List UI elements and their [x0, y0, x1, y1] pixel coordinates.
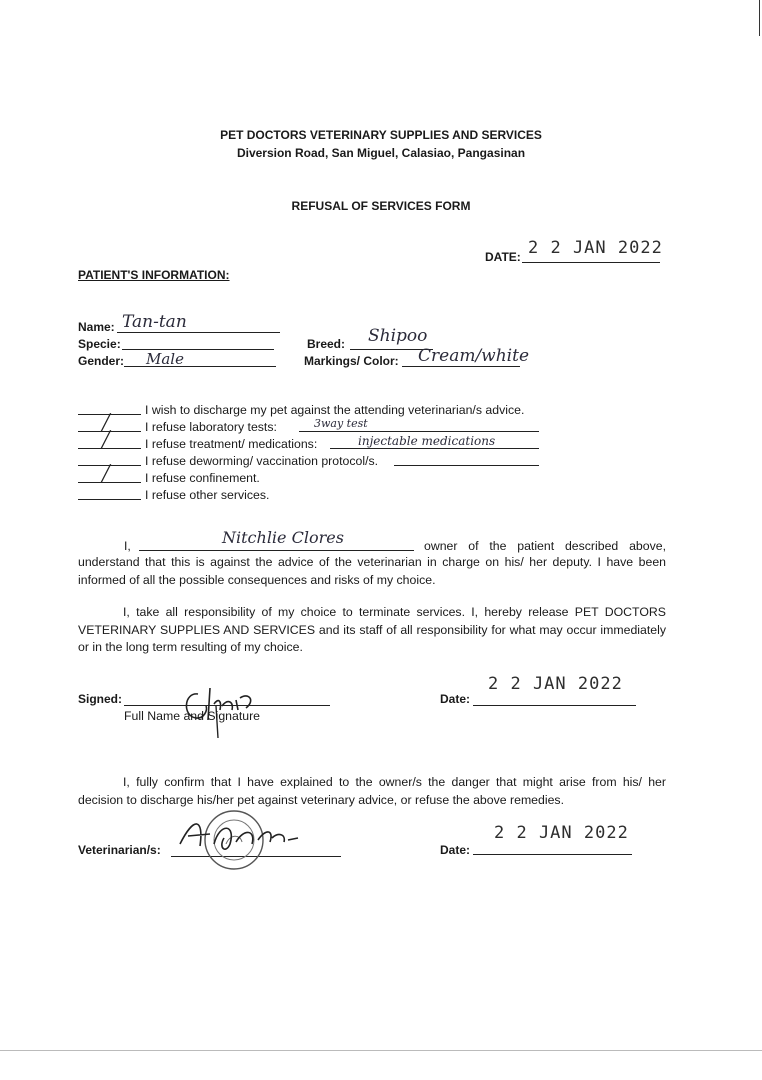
check-mark-icon: ╱	[101, 464, 111, 483]
date-top-label: DATE:	[485, 250, 521, 264]
signed-date-stamp: 2 2 JAN 2022	[488, 674, 623, 694]
name-label: Name:	[78, 320, 115, 334]
form-title: REFUSAL OF SERVICES FORM	[291, 199, 471, 213]
owner-prefix: I,	[124, 539, 131, 553]
gender-value[interactable]: Male	[146, 350, 184, 368]
option-text-5: I refuse confinement.	[145, 471, 260, 485]
signed-date-label: Date:	[440, 692, 471, 706]
owner-name-value[interactable]: Nitchlie Clores	[222, 528, 344, 547]
signed-caption: Full Name and Signature	[124, 709, 261, 723]
option-text-2: I refuse laboratory tests:	[145, 420, 277, 434]
vet-statement: I, fully confirm that I have explained to the owner/s the danger that might arise from his/ her decision to discharge his/her pet against veterinary advice, or refuse the above remedies.	[78, 775, 666, 807]
specie-line	[122, 349, 274, 350]
option-blank-6[interactable]	[78, 499, 141, 500]
markings-value[interactable]: Cream/white	[418, 346, 530, 366]
option-text-3: I refuse treatment/ medications:	[145, 437, 318, 451]
option-detail-2[interactable]: 3way test	[314, 417, 368, 430]
option-detail-line-2	[299, 431, 539, 432]
clinic-address: Diversion Road, San Miguel, Calasiao, Pangasinan	[236, 146, 526, 160]
signed-label: Signed:	[78, 692, 122, 706]
owner-name-line	[139, 550, 414, 551]
clinic-name: PET DOCTORS VETERINARY SUPPLIES AND SERVICES	[220, 128, 542, 142]
option-text-1: I wish to discharge my pet against the attending veterinarian/s advice.	[145, 403, 525, 417]
name-value[interactable]: Tan-tan	[122, 312, 187, 332]
specie-label: Specie:	[78, 337, 121, 351]
veterinarian-date-stamp: 2 2 JAN 2022	[494, 823, 629, 843]
responsibility-statement: I, take all responsibility of my choice to terminate services. I, hereby release PET DOCTORS VETERINARY SUPPLIES AND SERVICES and its staff of all responsibility for what may occur immediately or in the long term resulting of my choice.	[78, 605, 666, 654]
veterinarian-label: Veterinarian/s:	[78, 843, 161, 857]
option-text-6: I refuse other services.	[145, 488, 270, 502]
veterinarian-signature[interactable]	[174, 814, 308, 864]
breed-label: Breed:	[307, 337, 346, 351]
check-mark-icon: ╱	[101, 430, 111, 449]
date-top-stamp: 2 2 JAN 2022	[528, 238, 663, 258]
option-detail-line-4	[394, 465, 539, 466]
option-detail-line-3	[330, 448, 539, 449]
date-top-line	[522, 262, 660, 263]
gender-label: Gender:	[78, 354, 125, 368]
breed-value[interactable]: Shipoo	[368, 326, 428, 346]
scan-edge-bottom	[0, 1050, 762, 1051]
option-text-4: I refuse deworming/ vaccination protocol/s.	[145, 454, 379, 468]
owner-suffix: owner of the patient described above,	[424, 539, 666, 553]
markings-label: Markings/ Color:	[304, 354, 399, 368]
scan-edge-right	[759, 0, 760, 36]
check-mark-icon: ╱	[101, 413, 111, 432]
patient-section-label: PATIENT'S INFORMATION:	[78, 268, 230, 282]
owner-statement-body: understand that this is against the advice of the veterinarian in charge on his/ her deputy. I have been informed of all the possible consequences and risks of my choice.	[78, 555, 666, 587]
name-line	[117, 332, 280, 333]
markings-line	[402, 366, 520, 367]
veterinarian-date-label: Date:	[440, 843, 471, 857]
option-detail-3[interactable]: injectable medications	[358, 434, 496, 448]
signed-date-line	[473, 705, 636, 706]
veterinarian-date-line	[473, 854, 632, 855]
